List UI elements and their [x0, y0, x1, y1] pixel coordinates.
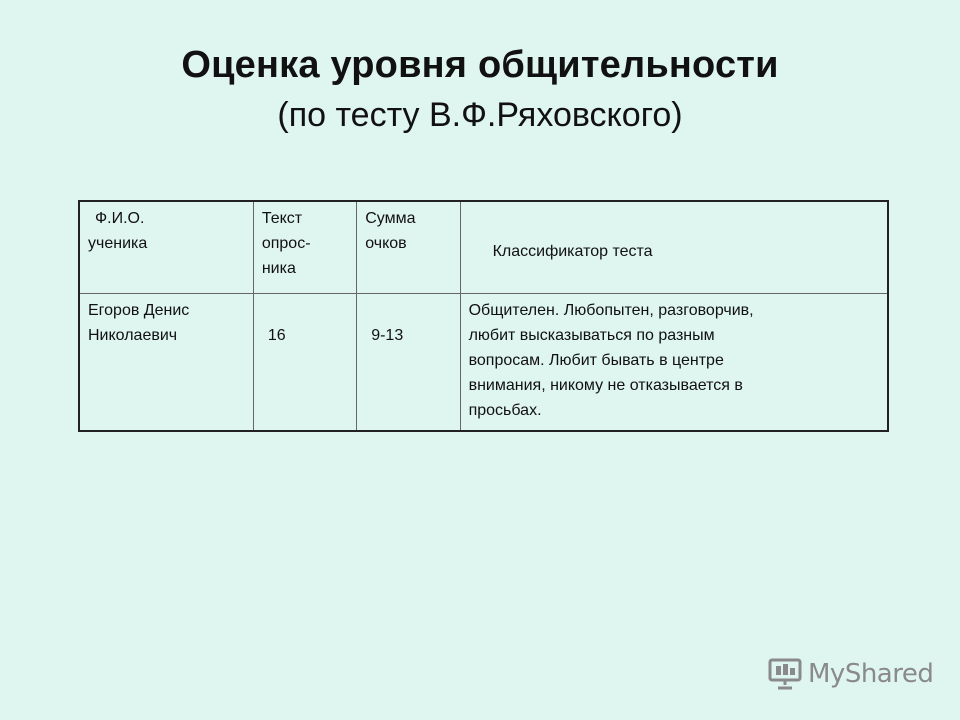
header-name-cell — [79, 201, 253, 294]
watermark — [768, 656, 933, 692]
header-text-line1: Текст — [261, 210, 303, 227]
presentation-screen-icon — [768, 657, 802, 691]
description-line: вопросам. Любит бывать в центре — [468, 352, 724, 369]
description-line: просьбах. — [468, 402, 542, 419]
header-text-line3: ника — [261, 260, 296, 277]
text-value: 16 — [267, 327, 286, 344]
score-table — [78, 200, 889, 432]
header-text-line2: опрос- — [261, 235, 311, 252]
description-cell — [460, 294, 888, 432]
text-value-cell — [253, 294, 356, 432]
header-classifier-cell — [460, 201, 888, 294]
slide-title: Оценка уровня общительности — [181, 44, 779, 86]
description-line: внимания, никому не отказывается в — [468, 377, 743, 394]
slide-subtitle: (по тесту В.Ф.Ряховского) — [277, 96, 683, 134]
header-sum-line2: очков — [365, 235, 407, 252]
header-text-cell — [253, 201, 356, 294]
table-row — [79, 294, 888, 432]
description-line: Общителен. Любопытен, разговорчив, — [468, 302, 754, 319]
sum-value-cell — [357, 294, 460, 432]
header-sum-line1: Сумма — [365, 210, 416, 227]
header-classifier: Классификатор теста — [492, 243, 653, 260]
header-name-line2: ученика — [88, 235, 148, 252]
student-name-line1: Егоров Денис — [88, 302, 190, 319]
header-name-line1: Ф.И.О. — [95, 210, 145, 227]
table-header-row — [79, 201, 888, 294]
header-sum-cell — [357, 201, 460, 294]
description-line: любит высказываться по разным — [468, 327, 715, 344]
student-name-cell — [79, 294, 253, 432]
student-name-line2: Николаевич — [88, 327, 178, 344]
sum-value: 9-13 — [371, 327, 404, 344]
watermark-text: MyShared — [808, 659, 934, 689]
